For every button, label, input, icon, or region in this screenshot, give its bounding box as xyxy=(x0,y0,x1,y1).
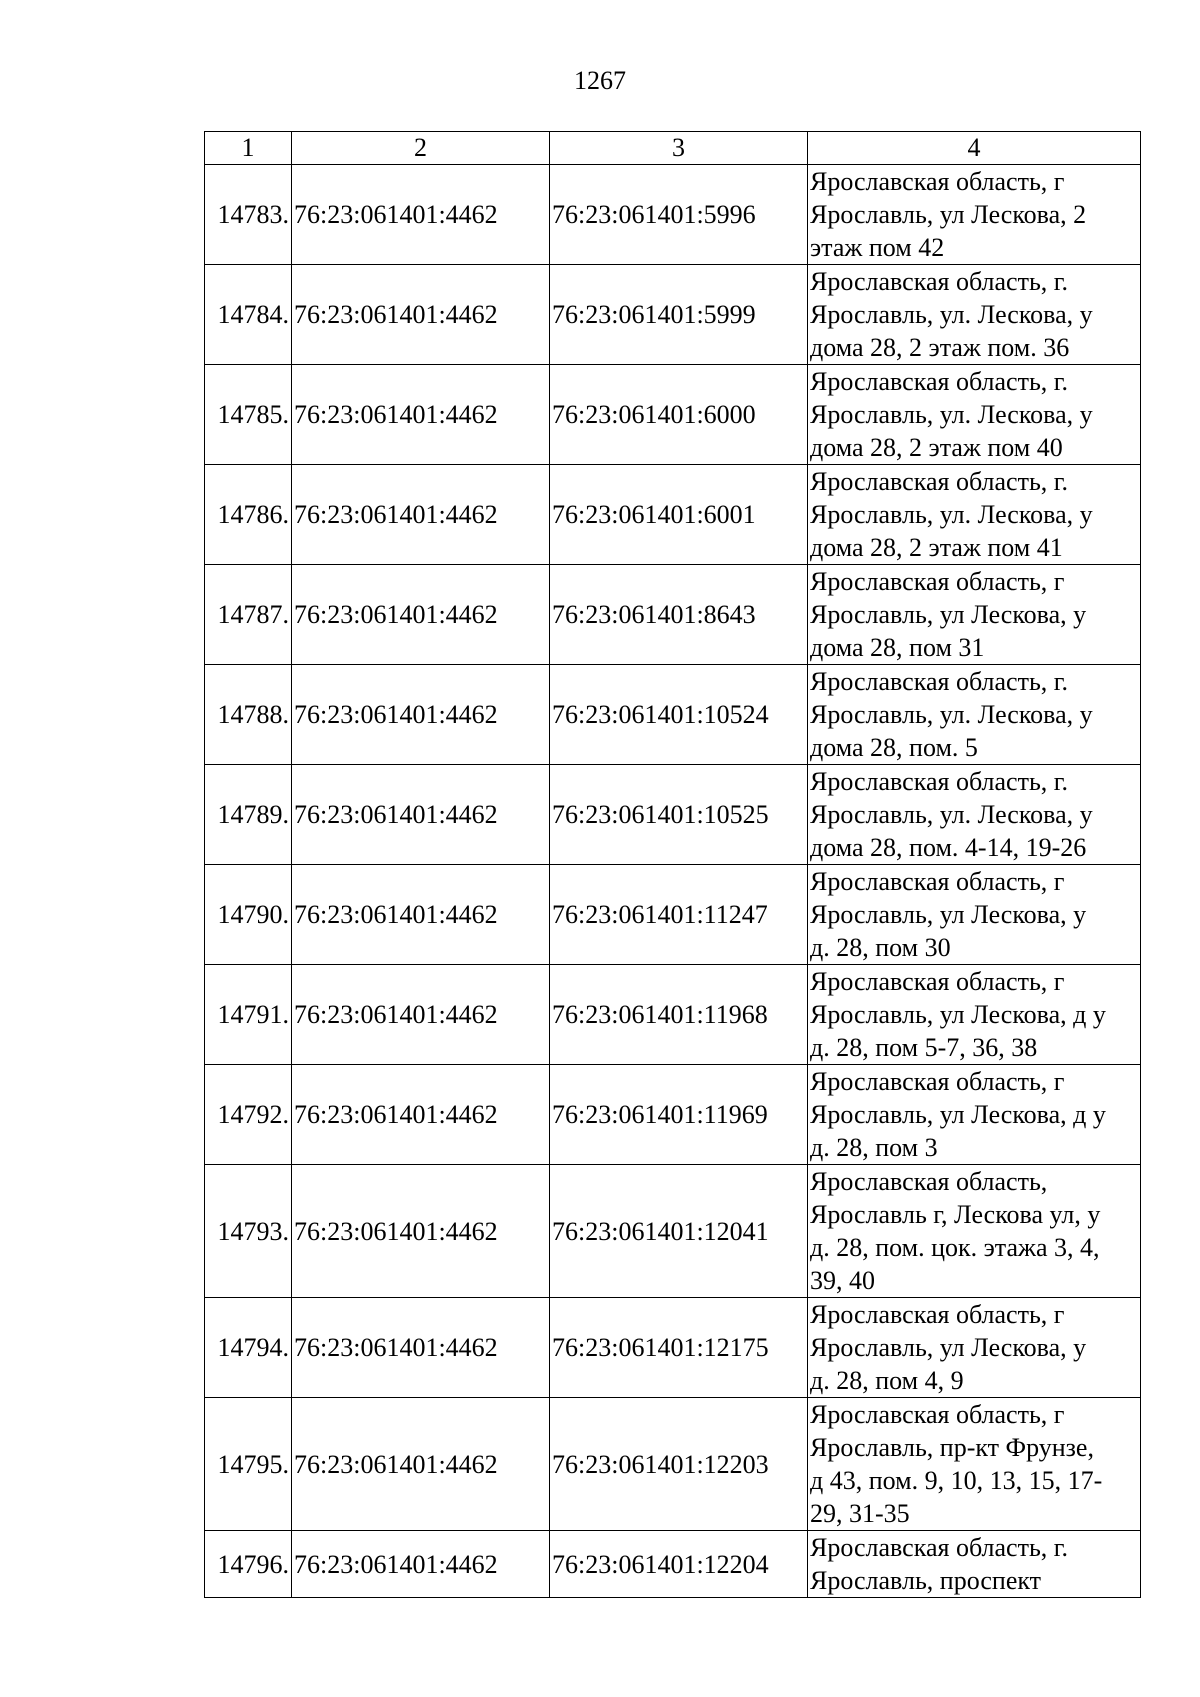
cadastral-number-parent: 76:23:061401:4462 xyxy=(292,665,550,765)
header-col-1: 1 xyxy=(205,132,292,165)
table-row xyxy=(205,865,1141,965)
cadastral-number-parent: 76:23:061401:4462 xyxy=(292,565,550,665)
address-line: Ярославль, ул Лескова, у xyxy=(810,900,1087,929)
cadastral-number: 76:23:061401:8643 xyxy=(550,565,808,665)
address-line: д. 28, пом. цок. этажа 3, 4, xyxy=(810,1233,1100,1262)
cadastral-number: 76:23:061401:6000 xyxy=(550,365,808,465)
table-row xyxy=(205,665,1141,765)
cadastral-number: 76:23:061401:11247 xyxy=(550,865,808,965)
cadastral-number: 76:23:061401:5996 xyxy=(550,165,808,265)
address-line: д. 28, пом 30 xyxy=(810,933,951,962)
address-cell xyxy=(808,665,1141,765)
address-line: 29, 31-35 xyxy=(810,1499,910,1528)
address-line: 39, 40 xyxy=(810,1266,875,1295)
address-line: Ярославская область, xyxy=(810,1167,1048,1196)
address-line: д. 28, пом 5-7, 36, 38 xyxy=(810,1033,1038,1062)
cadastral-number-parent: 76:23:061401:4462 xyxy=(292,365,550,465)
table-row xyxy=(205,965,1141,1065)
cadastral-number-parent: 76:23:061401:4462 xyxy=(292,965,550,1065)
address-cell xyxy=(808,565,1141,665)
address-line: Ярославская область, г xyxy=(810,1400,1065,1429)
address-line: Ярославская область, г xyxy=(810,567,1065,596)
cadastral-number-parent: 76:23:061401:4462 xyxy=(292,1531,550,1598)
row-number: 14791. xyxy=(205,965,292,1065)
table-body xyxy=(205,165,1141,1598)
address-line: Ярославль г, Лескова ул, у xyxy=(810,1200,1101,1229)
address-line: Ярославская область, г xyxy=(810,967,1065,996)
address-line: Ярославль, ул Лескова, д у xyxy=(810,1000,1106,1029)
table-row xyxy=(205,1398,1141,1531)
address-line: Ярославская область, г. xyxy=(810,467,1069,496)
row-number: 14784. xyxy=(205,265,292,365)
address-line: д. 28, пом 3 xyxy=(810,1133,938,1162)
address-cell xyxy=(808,165,1141,265)
address-line: Ярославская область, г xyxy=(810,1067,1065,1096)
table-row xyxy=(205,1065,1141,1165)
row-number: 14783. xyxy=(205,165,292,265)
cadastral-number-parent: 76:23:061401:4462 xyxy=(292,1298,550,1398)
address-cell xyxy=(808,365,1141,465)
cadastral-number-parent: 76:23:061401:4462 xyxy=(292,1065,550,1165)
row-number: 14786. xyxy=(205,465,292,565)
table-row xyxy=(205,565,1141,665)
page-number: 1267 xyxy=(574,66,626,95)
header-col-2: 2 xyxy=(292,132,550,165)
address-cell xyxy=(808,265,1141,365)
address-line: Ярославская область, г xyxy=(810,167,1065,196)
address-line: Ярославль, ул. Лескова, у xyxy=(810,700,1093,729)
cadastral-number-parent: 76:23:061401:4462 xyxy=(292,265,550,365)
row-number: 14796. xyxy=(205,1531,292,1598)
registry-table xyxy=(204,131,1141,1598)
row-number: 14792. xyxy=(205,1065,292,1165)
cadastral-number-parent: 76:23:061401:4462 xyxy=(292,165,550,265)
address-line: Ярославль, ул Лескова, у xyxy=(810,1333,1087,1362)
address-line: дома 28, 2 этаж пом. 36 xyxy=(810,333,1070,362)
address-line: Ярославская область, г. xyxy=(810,667,1069,696)
address-cell xyxy=(808,1065,1141,1165)
address-line: Ярославская область, г. xyxy=(810,267,1069,296)
cadastral-number-parent: 76:23:061401:4462 xyxy=(292,1398,550,1531)
table-row xyxy=(205,465,1141,565)
table-row xyxy=(205,365,1141,465)
address-cell xyxy=(808,765,1141,865)
address-line: д. 28, пом 4, 9 xyxy=(810,1366,964,1395)
cadastral-number: 76:23:061401:11969 xyxy=(550,1065,808,1165)
cadastral-number: 76:23:061401:11968 xyxy=(550,965,808,1065)
address-cell xyxy=(808,465,1141,565)
address-line: Ярославль, ул Лескова, у xyxy=(810,600,1087,629)
header-col-3: 3 xyxy=(550,132,808,165)
address-line: д 43, пом. 9, 10, 13, 15, 17- xyxy=(810,1466,1103,1495)
cadastral-number: 76:23:061401:5999 xyxy=(550,265,808,365)
address-line: дома 28, пом. 4-14, 19-26 xyxy=(810,833,1087,862)
address-line: дома 28, пом. 5 xyxy=(810,733,978,762)
address-line: Ярославская область, г xyxy=(810,1300,1065,1329)
address-line: дома 28, 2 этаж пом 40 xyxy=(810,433,1063,462)
cadastral-number: 76:23:061401:10524 xyxy=(550,665,808,765)
table-row xyxy=(205,765,1141,865)
address-line: Ярославль, ул. Лескова, у xyxy=(810,500,1093,529)
row-number: 14787. xyxy=(205,565,292,665)
row-number: 14788. xyxy=(205,665,292,765)
address-line: Ярославская область, г. xyxy=(810,1533,1069,1562)
row-number: 14793. xyxy=(205,1165,292,1298)
address-cell xyxy=(808,965,1141,1065)
row-number: 14795. xyxy=(205,1398,292,1531)
address-cell xyxy=(808,865,1141,965)
address-line: Ярославль, ул Лескова, д у xyxy=(810,1100,1106,1129)
table-row xyxy=(205,165,1141,265)
cadastral-number: 76:23:061401:12041 xyxy=(550,1165,808,1298)
table-row xyxy=(205,1531,1141,1598)
table-row xyxy=(205,265,1141,365)
address-line: Ярославль, ул. Лескова, у xyxy=(810,400,1093,429)
cadastral-number-parent: 76:23:061401:4462 xyxy=(292,865,550,965)
cadastral-number: 76:23:061401:12204 xyxy=(550,1531,808,1598)
cadastral-number-parent: 76:23:061401:4462 xyxy=(292,465,550,565)
address-line: Ярославль, ул Лескова, 2 xyxy=(810,200,1087,229)
address-cell xyxy=(808,1298,1141,1398)
address-line: Ярославль, ул. Лескова, у xyxy=(810,300,1093,329)
address-cell xyxy=(808,1165,1141,1298)
cadastral-number-parent: 76:23:061401:4462 xyxy=(292,1165,550,1298)
table-row xyxy=(205,1298,1141,1398)
address-cell xyxy=(808,1398,1141,1531)
address-line: дома 28, 2 этаж пом 41 xyxy=(810,533,1063,562)
header-col-4: 4 xyxy=(808,132,1141,165)
cadastral-number: 76:23:061401:12203 xyxy=(550,1398,808,1531)
address-line: Ярославль, ул. Лескова, у xyxy=(810,800,1093,829)
address-line: Ярославская область, г xyxy=(810,867,1065,896)
table-row xyxy=(205,1165,1141,1298)
address-cell xyxy=(808,1531,1141,1598)
address-line: Ярославская область, г. xyxy=(810,767,1069,796)
address-line: Ярославль, проспект xyxy=(810,1566,1042,1595)
row-number: 14790. xyxy=(205,865,292,965)
address-line: Ярославская область, г. xyxy=(810,367,1069,396)
cadastral-number: 76:23:061401:12175 xyxy=(550,1298,808,1398)
address-line: Ярославль, пр-кт Фрунзе, xyxy=(810,1433,1094,1462)
row-number: 14789. xyxy=(205,765,292,865)
row-number: 14785. xyxy=(205,365,292,465)
cadastral-number: 76:23:061401:6001 xyxy=(550,465,808,565)
row-number: 14794. xyxy=(205,1298,292,1398)
cadastral-number: 76:23:061401:10525 xyxy=(550,765,808,865)
table-header xyxy=(205,132,1141,165)
cadastral-number-parent: 76:23:061401:4462 xyxy=(292,765,550,865)
address-line: дома 28, пом 31 xyxy=(810,633,985,662)
header-row xyxy=(205,132,1141,165)
address-line: этаж пом 42 xyxy=(810,233,945,262)
